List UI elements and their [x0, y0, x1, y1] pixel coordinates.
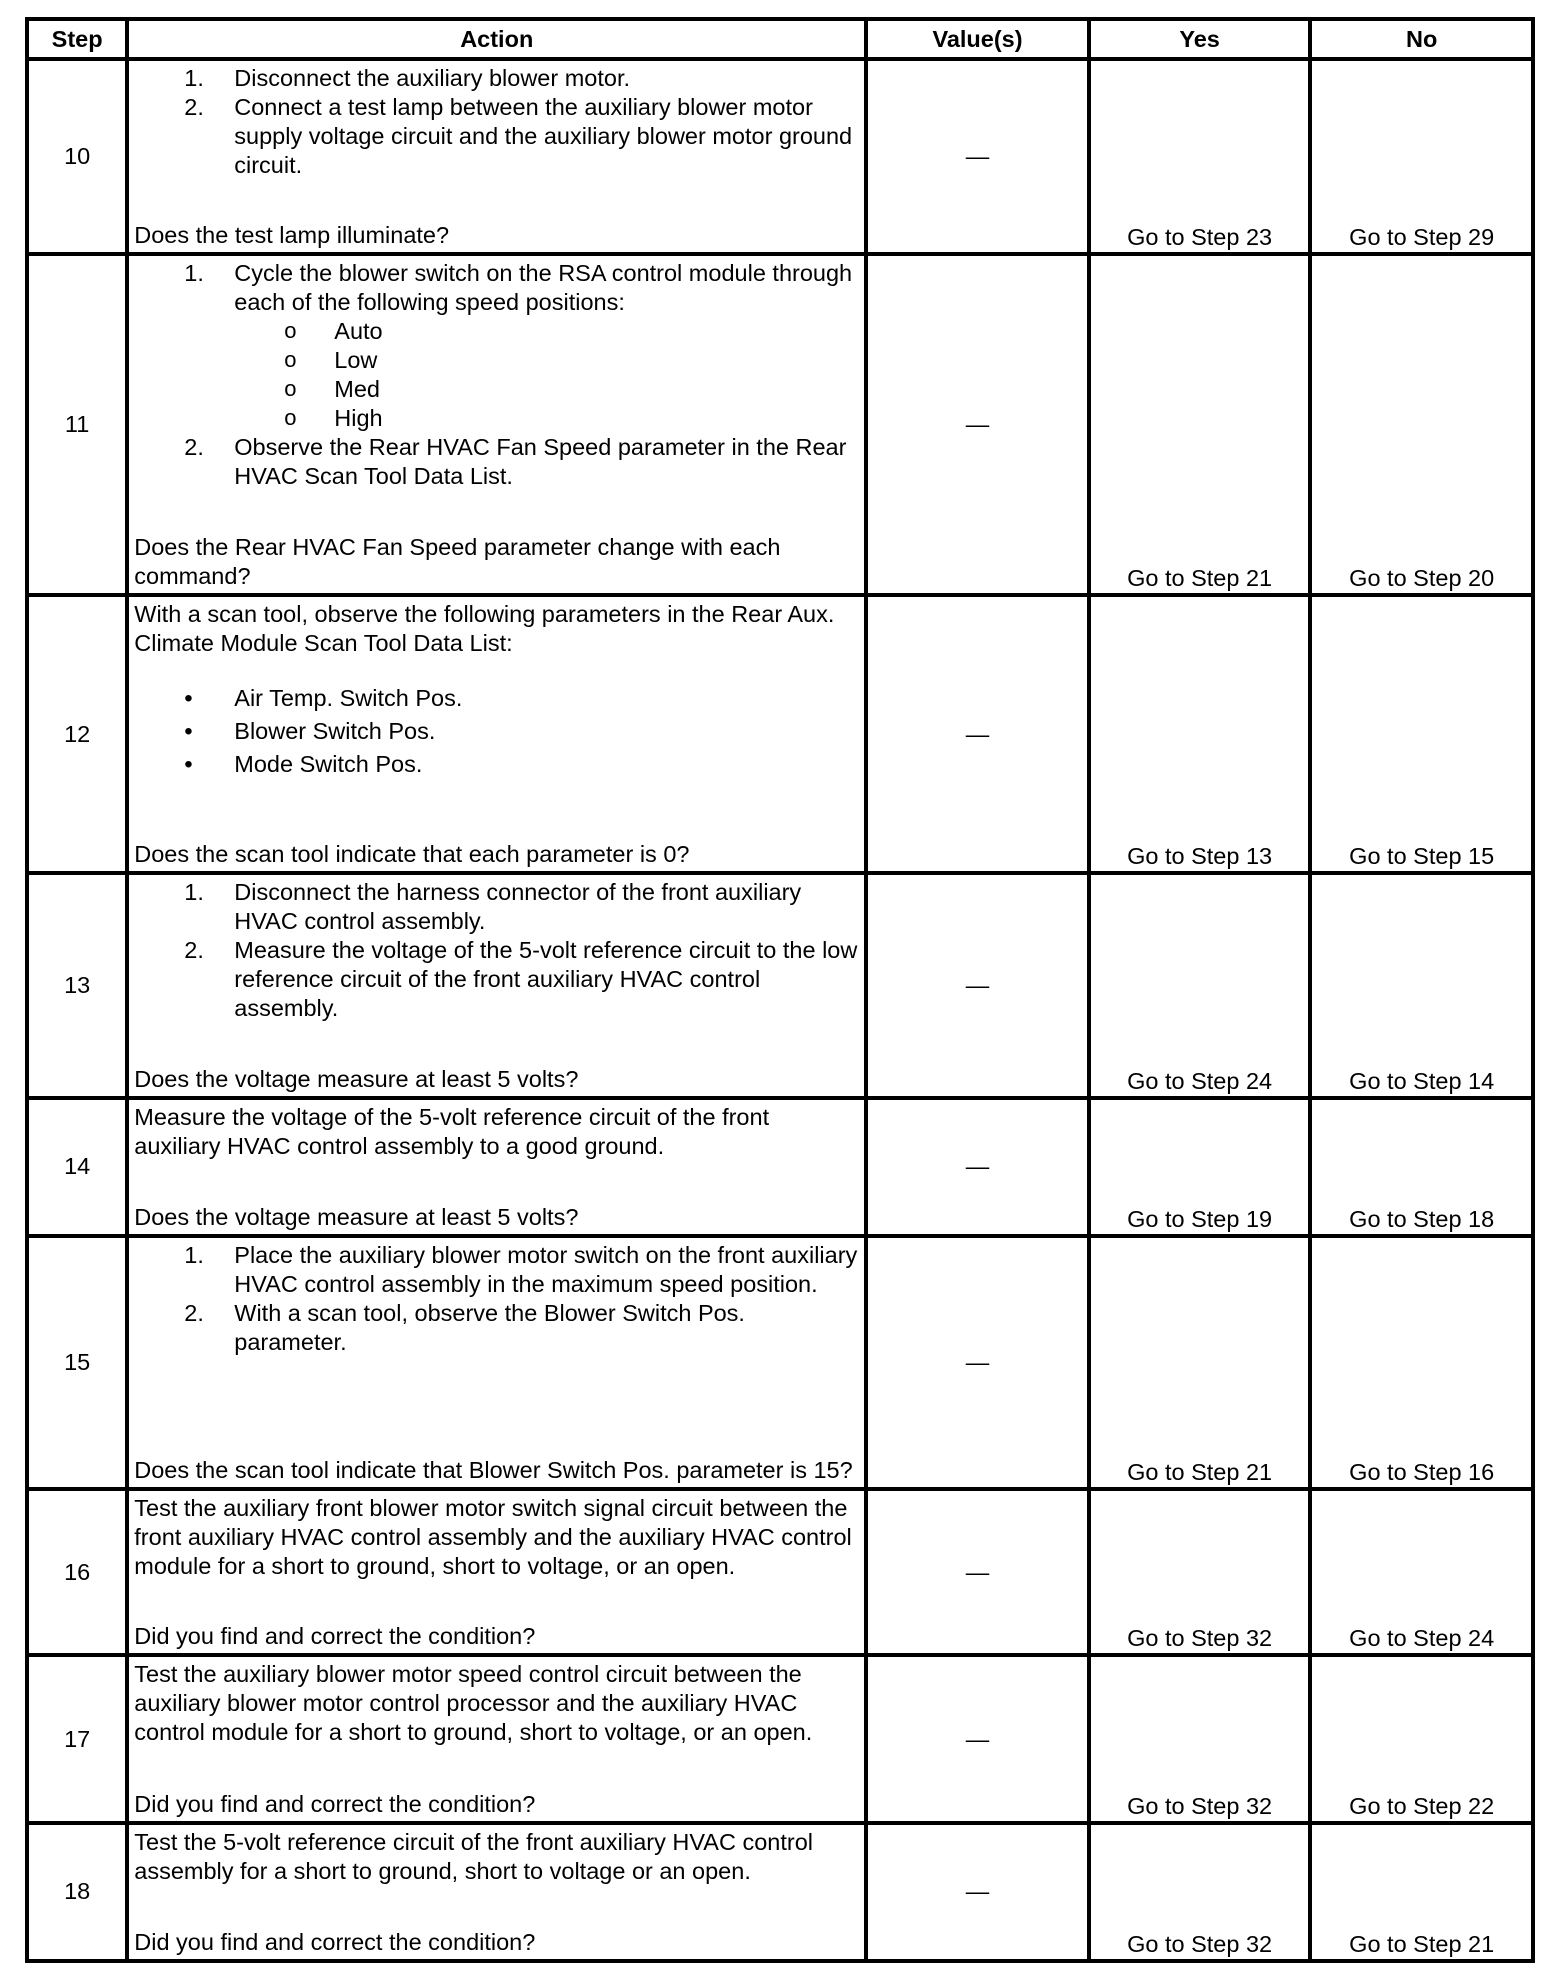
yes-result: Go to Step 32 — [1089, 1823, 1311, 1961]
numbered-step — [134, 1299, 858, 1357]
numbered-step — [134, 936, 858, 1023]
no-result: Go to Step 15 — [1310, 595, 1533, 873]
yes-result: Go to Step 32 — [1089, 1655, 1311, 1822]
step-number: 13 — [27, 873, 127, 1097]
action-instructions — [134, 1660, 858, 1747]
parameter-item: • Air Temp. Switch Pos. — [134, 682, 858, 715]
action-content — [129, 61, 864, 252]
table-row — [27, 1823, 1533, 1961]
speed-positions-list — [234, 317, 858, 433]
table-row — [27, 1489, 1533, 1655]
action-content — [129, 1491, 864, 1653]
numbered-steps — [134, 64, 858, 180]
no-result: Go to Step 16 — [1310, 1236, 1533, 1489]
step-item-number: 2. — [184, 937, 204, 964]
no-result: Go to Step 24 — [1310, 1489, 1533, 1655]
action-instructions — [134, 1103, 858, 1161]
step-item-text: Disconnect the auxiliary blower motor. — [234, 65, 631, 91]
step-item-number: 2. — [184, 1299, 204, 1326]
table-row — [27, 254, 1533, 595]
header-no: No — [1310, 19, 1533, 59]
action-instructions — [134, 600, 858, 781]
header-action: Action — [127, 19, 866, 59]
step-number: 18 — [27, 1823, 127, 1961]
action-question: Did you find and correct the condition? — [134, 1929, 536, 1955]
action-content — [129, 875, 864, 1095]
speed-position-item: o Auto — [234, 317, 858, 346]
step-item-number: 1. — [184, 65, 204, 91]
no-result: Go to Step 21 — [1310, 1823, 1533, 1961]
value-cell: — — [866, 873, 1089, 1097]
step-item-number: 2. — [184, 94, 204, 120]
speed-position-item: o Med — [234, 375, 858, 404]
action-instructions — [134, 259, 858, 491]
action-question: Does the voltage measure at least 5 volts? — [134, 1203, 579, 1230]
numbered-steps — [134, 878, 858, 1023]
step-item-number: 1. — [184, 260, 204, 287]
yes-result: Go to Step 19 — [1089, 1098, 1311, 1236]
step-number: 16 — [27, 1489, 127, 1655]
action-cell — [127, 1489, 866, 1655]
speed-position-item: o Low — [234, 346, 858, 375]
instruction-text: With a scan tool, observe the following parameters in the Rear Aux. Climate Module Scan Tool Data List: — [134, 600, 835, 656]
value-cell: — — [866, 1489, 1089, 1655]
action-question: Does the voltage measure at least 5 volts? — [134, 1065, 579, 1092]
step-item-text: Place the auxiliary blower motor switch on the front auxiliary HVAC control assembly in the maximum speed position. — [234, 1241, 858, 1297]
parameter-item: • Blower Switch Pos. — [134, 715, 858, 748]
table-row — [27, 873, 1533, 1097]
no-result: Go to Step 18 — [1310, 1098, 1533, 1236]
action-cell — [127, 595, 866, 873]
header-row — [27, 19, 1533, 59]
numbered-step — [134, 1241, 858, 1299]
table-row — [27, 595, 1533, 873]
yes-result: Go to Step 32 — [1089, 1489, 1311, 1655]
action-content — [129, 256, 864, 593]
step-item-text: Disconnect the harness connector of the front auxiliary HVAC control assembly. — [234, 879, 802, 935]
numbered-step — [134, 878, 858, 936]
table-row — [27, 59, 1533, 254]
action-question: Did you find and correct the condition? — [134, 1790, 536, 1817]
action-question: Did you find and correct the condition? — [134, 1623, 536, 1650]
no-result: Go to Step 14 — [1310, 873, 1533, 1097]
value-cell: — — [866, 1823, 1089, 1961]
action-instructions — [134, 878, 858, 1023]
numbered-step — [134, 64, 858, 93]
step-item-text: Cycle the blower switch on the RSA control module through each of the following speed positions: — [234, 260, 853, 316]
step-item-number: 1. — [184, 1241, 204, 1268]
speed-position-item: o High — [234, 404, 858, 433]
table-row — [27, 1236, 1533, 1489]
step-number: 17 — [27, 1655, 127, 1822]
value-cell: — — [866, 1655, 1089, 1822]
step-item-number: 2. — [184, 434, 204, 461]
numbered-steps — [134, 1241, 858, 1357]
no-result: Go to Step 20 — [1310, 254, 1533, 595]
step-number: 14 — [27, 1098, 127, 1236]
instruction-text: Measure the voltage of the 5-volt reference circuit of the front auxiliary HVAC control assembly to a good ground. — [134, 1103, 770, 1159]
step-number: 15 — [27, 1236, 127, 1489]
yes-result: Go to Step 24 — [1089, 873, 1311, 1097]
header-step: Step — [27, 19, 127, 59]
value-cell: — — [866, 595, 1089, 873]
header-yes: Yes — [1089, 19, 1311, 59]
numbered-steps — [134, 259, 858, 491]
instruction-text: Test the 5-volt reference circuit of the front auxiliary HVAC control assembly for a short to ground, short to voltage or an open. — [134, 1828, 814, 1884]
numbered-step — [134, 93, 858, 180]
yes-result: Go to Step 23 — [1089, 59, 1311, 254]
table-row — [27, 1098, 1533, 1236]
diagnostic-table — [25, 17, 1535, 1963]
step-item-text: Connect a test lamp between the auxiliary blower motor supply voltage circuit and the auxiliary blower motor ground circuit. — [234, 94, 853, 178]
value-cell: — — [866, 1098, 1089, 1236]
action-cell — [127, 1098, 866, 1236]
numbered-step — [134, 259, 858, 433]
step-number: 11 — [27, 254, 127, 595]
yes-result: Go to Step 21 — [1089, 254, 1311, 595]
action-cell — [127, 59, 866, 254]
action-instructions — [134, 1241, 858, 1357]
value-cell: — — [866, 59, 1089, 254]
action-content — [129, 1100, 864, 1234]
action-content — [129, 1657, 864, 1820]
action-instructions — [134, 1828, 858, 1886]
value-cell: — — [866, 1236, 1089, 1489]
action-instructions — [134, 64, 858, 180]
action-content — [129, 1825, 864, 1959]
step-item-number: 1. — [184, 879, 204, 906]
action-cell — [127, 254, 866, 595]
no-result: Go to Step 22 — [1310, 1655, 1533, 1822]
step-item-text: Measure the voltage of the 5-volt reference circuit to the low reference circuit of the front auxiliary HVAC control assembly. — [234, 937, 858, 1022]
action-cell — [127, 1823, 866, 1961]
table-row — [27, 1655, 1533, 1822]
action-cell — [127, 1655, 866, 1822]
step-item-text: With a scan tool, observe the Blower Switch Pos. parameter. — [234, 1299, 745, 1355]
step-number: 12 — [27, 595, 127, 873]
action-question: Does the scan tool indicate that Blower Switch Pos. parameter is 15? — [134, 1457, 853, 1484]
action-question: Does the scan tool indicate that each parameter is 0? — [134, 841, 690, 868]
header-values: Value(s) — [866, 19, 1089, 59]
action-cell — [127, 1236, 866, 1489]
numbered-step — [134, 433, 858, 491]
yes-result: Go to Step 13 — [1089, 595, 1311, 873]
instruction-text: Test the auxiliary blower motor speed control circuit between the auxiliary blower motor control processor and the auxiliary HVAC control module for a short to ground, short to voltage, or an open. — [134, 1661, 813, 1746]
parameter-list — [134, 682, 858, 781]
yes-result: Go to Step 21 — [1089, 1236, 1311, 1489]
step-item-text: Observe the Rear HVAC Fan Speed parameter in the Rear HVAC Scan Tool Data List. — [234, 434, 847, 490]
step-number: 10 — [27, 59, 127, 254]
action-question: Does the Rear HVAC Fan Speed parameter change with each command? — [134, 533, 781, 589]
action-content — [129, 597, 864, 871]
no-result: Go to Step 29 — [1310, 59, 1533, 254]
instruction-text: Test the auxiliary front blower motor switch signal circuit between the front auxiliary HVAC control assembly and the auxiliary HVAC control module for a short to ground, short to voltage, or an open. — [134, 1495, 852, 1580]
action-cell — [127, 873, 866, 1097]
action-question: Does the test lamp illuminate? — [134, 222, 450, 249]
value-cell: — — [866, 254, 1089, 595]
action-content — [129, 1238, 864, 1487]
action-instructions — [134, 1494, 858, 1581]
parameter-item: • Mode Switch Pos. — [134, 748, 858, 781]
